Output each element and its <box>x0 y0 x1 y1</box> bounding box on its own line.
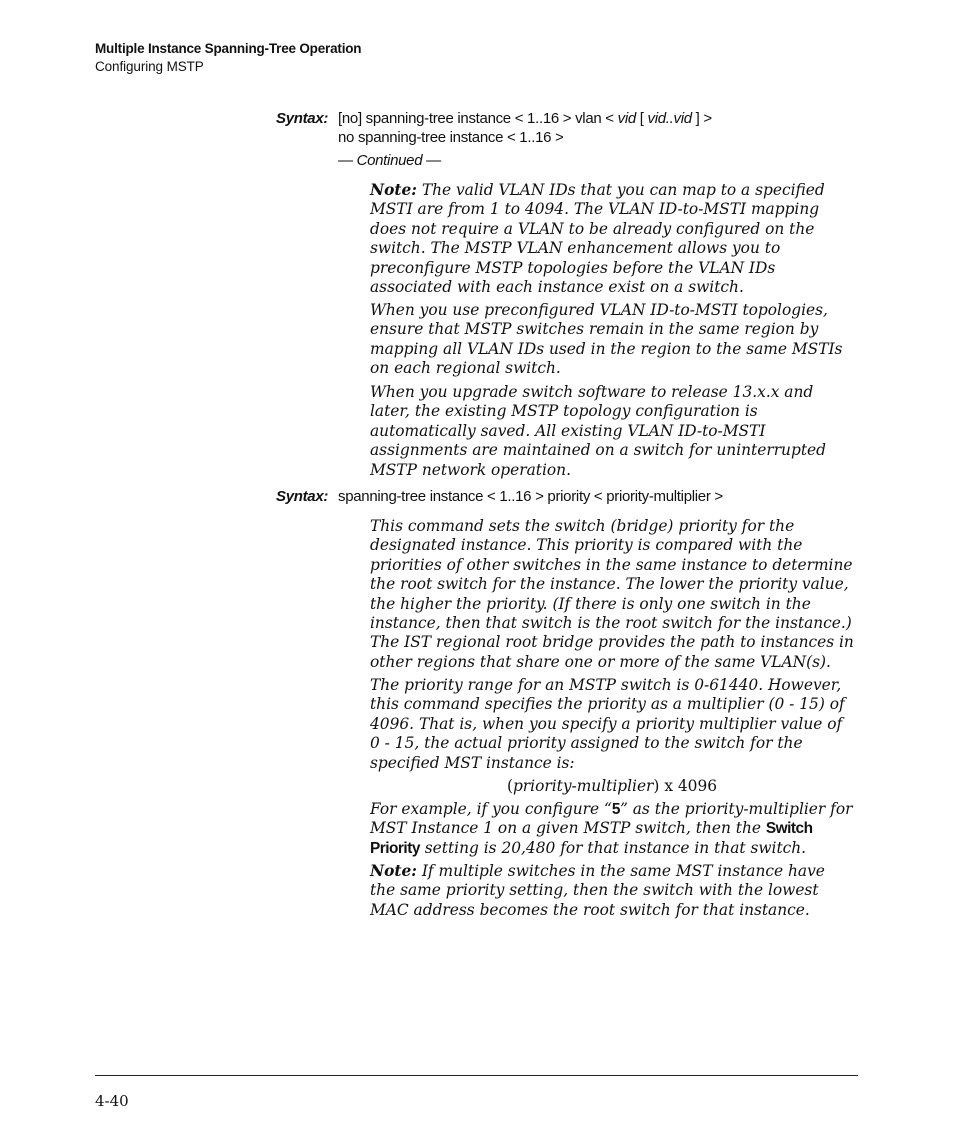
priority-formula <box>370 777 854 796</box>
example-text: setting is 20,480 for that instance in that switch. <box>419 838 807 857</box>
command-variable: vid..vid <box>647 110 692 127</box>
syntax-command-vlan <box>338 110 712 127</box>
example-value: 5 <box>611 801 620 818</box>
example-text: ” as the priority-multiplier for MST Instance 1 on a given MSTP switch, then the <box>370 800 853 838</box>
note-label: Note: <box>370 862 417 880</box>
running-header-title: Multiple Instance Spanning-Tree Operation <box>95 41 362 56</box>
footer-divider <box>95 1075 858 1076</box>
running-header-subtitle: Configuring MSTP <box>95 59 204 74</box>
formula-text: ( <box>506 777 513 795</box>
continued-marker: — Continued — <box>338 152 441 169</box>
syntax-command-no-instance: no spanning-tree instance < 1..16 > <box>338 129 564 146</box>
page-number: 4-40 <box>95 1092 129 1110</box>
note-label: Note: <box>370 181 417 199</box>
formula-text: ) x 4096 <box>653 777 718 795</box>
command-text: [ <box>635 110 648 127</box>
syntax-command-priority: spanning-tree instance < 1..16 > priority < priority-multiplier > <box>338 488 723 505</box>
example-text: For example, if you configure “ <box>370 800 612 818</box>
note-paragraph <box>370 862 854 920</box>
note-text: The valid VLAN IDs that you can map to a specified MSTI are from 1 to 4094. The VLAN ID-to-MSTI mapping does not require a VLAN to be already configured on the switch. The MSTP VLAN enhancement allows you to preconfigure MSTP topologies before the VLAN IDs associated with each instance exist on a switch. <box>370 181 825 297</box>
note-text: If multiple switches in the same MST instance have the same priority setting, then the switch with the lowest MAC address becomes the root switch for that instance. <box>370 862 825 919</box>
command-text: ] > <box>691 110 712 127</box>
body-paragraph: When you upgrade switch software to release 13.x.x and later, the existing MSTP topology configuration is automatically saved. All existing VLAN ID-to-MSTI assignments are maintained on a switch for uninterrupted MSTP network operation. <box>370 383 826 479</box>
syntax-label: Syntax: <box>276 488 329 505</box>
body-paragraph: The priority range for an MSTP switch is 0-61440. However, this command specifies the priority as a multiplier (0 - 15) of 4096. That is, when you specify a priority multiplier value of 0 - 15, the actual priority assigned to the switch for the specified MST instance is: <box>370 676 845 772</box>
formula-variable: priority-multiplier <box>512 777 654 795</box>
note-paragraph <box>370 181 854 297</box>
body-paragraph: When you use preconfigured VLAN ID-to-MSTI topologies, ensure that MSTP switches remain in the same region by mapping all VLAN IDs used in the region to the same MSTIs on each regional switch. <box>370 301 843 378</box>
body-paragraph: This command sets the switch (bridge) priority for the designated instance. This priority is compared with the priorities of other switches in the same instance to determine the root switch for the instance. The lower the priority value, the higher the priority. (If there is only one switch in the instance, then that switch is the root switch for the instance.) The IST regional root bridge provides the path to instances in other regions that share one or more of the same VLAN(s). <box>370 517 854 671</box>
command-variable: vid <box>617 110 636 127</box>
syntax-label: Syntax: <box>276 110 329 127</box>
switch-priority-field-name: Switch Priority <box>370 820 813 857</box>
example-paragraph <box>370 800 854 858</box>
command-text: [no] spanning-tree instance < 1..16 > vlan < <box>338 110 618 127</box>
